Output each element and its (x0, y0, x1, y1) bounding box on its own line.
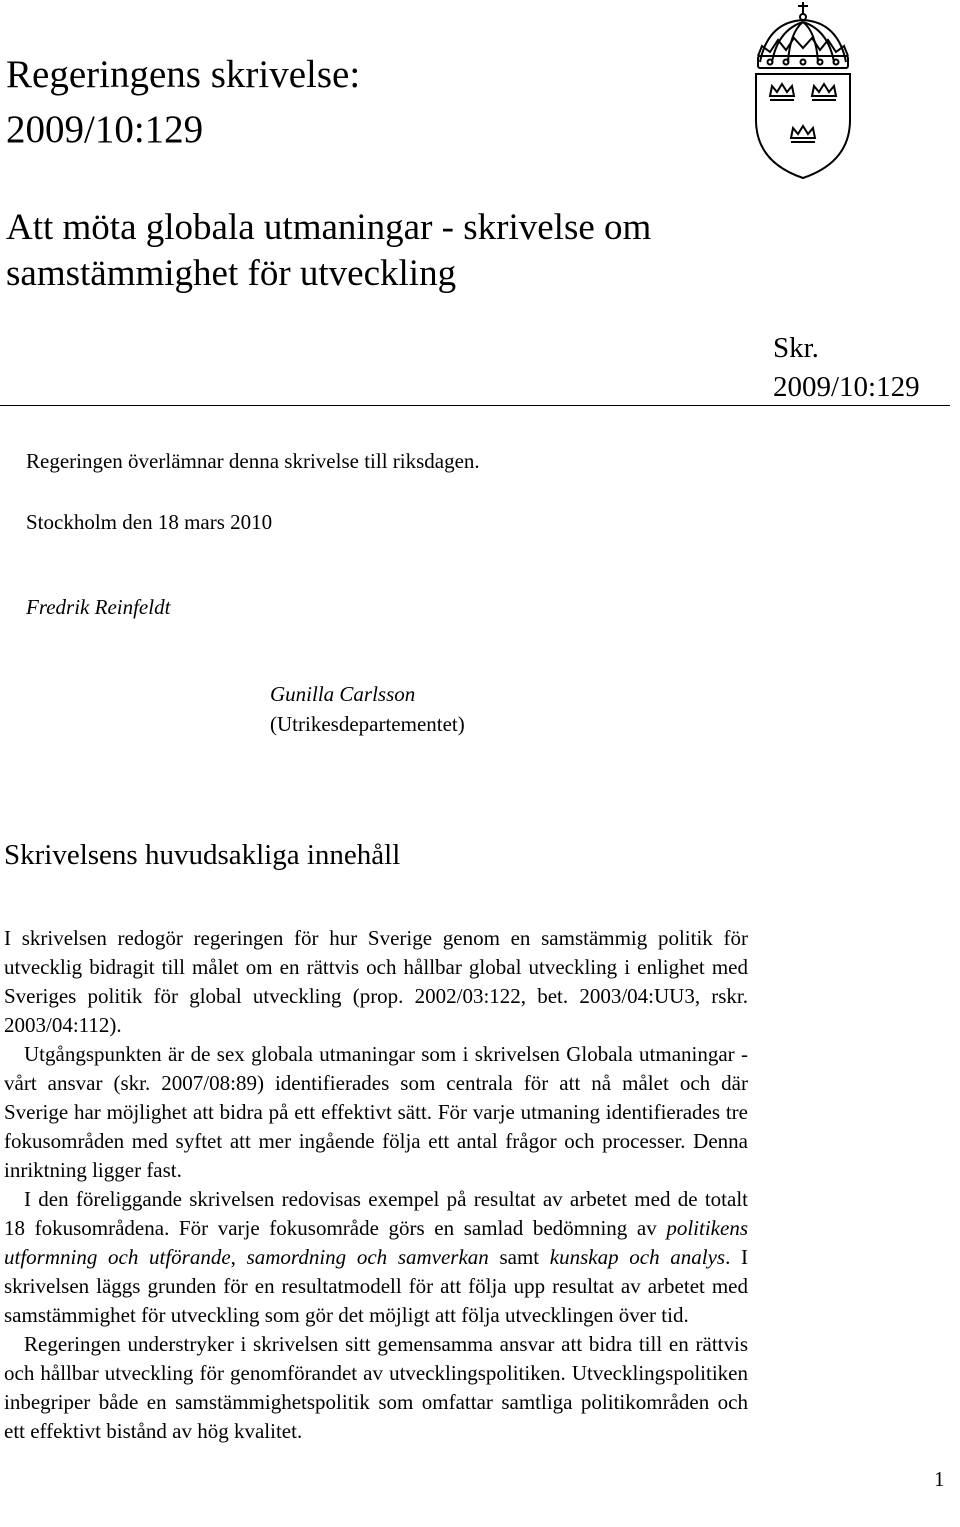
place-date: Stockholm den 18 mars 2010 (26, 510, 273, 534)
department-name: (Utrikesdepartementet) (270, 712, 465, 736)
document-subtitle-line2: samstämmighet för utveckling (6, 253, 457, 294)
p3-italic-1: politikens utformning och utförande (4, 1216, 748, 1269)
skr-label: Skr. (773, 332, 819, 364)
document-subtitle-line1: Att möta globala utmaningar - skrivelse om (6, 207, 652, 248)
summary-heading: Skrivelsens huvudsakliga innehåll (4, 839, 401, 871)
header-divider (0, 405, 950, 406)
signatory-minister: Gunilla Carlsson (270, 682, 416, 706)
document-number-title: 2009/10:129 (6, 108, 204, 151)
p3-text-a: I den föreliggande skrivelsen redovisas exempel på resultat av arbetet med de totalt 18 fokusområdena. För varje fokusområde görs en samlad bedömning av (4, 1187, 748, 1240)
page-number: 1 (934, 1467, 945, 1491)
summary-body (4, 924, 748, 1446)
p3-italic-3: kunskap och analys (549, 1245, 726, 1269)
swedish-coat-of-arms-icon (750, 0, 856, 182)
summary-paragraph-4: Regeringen understryker i skrivelsen sitt gemensamma ansvar att bidra till en rättvis och hållbar utveckling för genomförandet av utvecklingspolitiken. Utvecklingspolitiken inbegriper både en samstämmighetspolitik som omfattar samtliga politikområden och ett effektivt bistånd av hög kvalitet. (4, 1332, 748, 1443)
document-type-title: Regeringens skrivelse: (6, 53, 361, 96)
skr-number: 2009/10:129 (773, 371, 920, 403)
p3-text-d: . I skrivelsen läggs grunden för en resultatmodell för att följa upp resultat av arbetet med samstämmighet för utveckling som gör det möjligt att följa utvecklingen över tid. (4, 1245, 749, 1327)
signatory-prime-minister: Fredrik Reinfeldt (26, 595, 171, 619)
summary-paragraph-2: Utgångspunkten är de sex globala utmaningar som i skrivelsen Globala utmaningar - vårt ansvar (skr. 2007/08:89) identifierades som centrala för att nå målet och där Sverige har möjlighet att bidra på ett effektivt sätt. För varje utmaning identifierades tre fokusområden med syftet att mer ingående följa ett antal frågor och processer. Denna inriktning ligger fast. (4, 1042, 748, 1182)
summary-paragraph-3 (4, 1185, 748, 1330)
p3-italic-2: samordning och samverkan (246, 1245, 489, 1269)
submission-statement: Regeringen överlämnar denna skrivelse till riksdagen. (26, 449, 480, 473)
p3-text-c: samt (488, 1245, 550, 1269)
p3-text-b: , (230, 1245, 247, 1269)
summary-paragraph-1: I skrivelsen redogör regeringen för hur Sverige genom en samstämmig politik för utvecklig bidragit till målet om en rättvis och hållbar global utveckling i enlighet med Sveriges politik för global utveckling (prop. 2002/03:122, bet. 2003/04:UU3, rskr. 2003/04:112). (4, 926, 748, 1037)
